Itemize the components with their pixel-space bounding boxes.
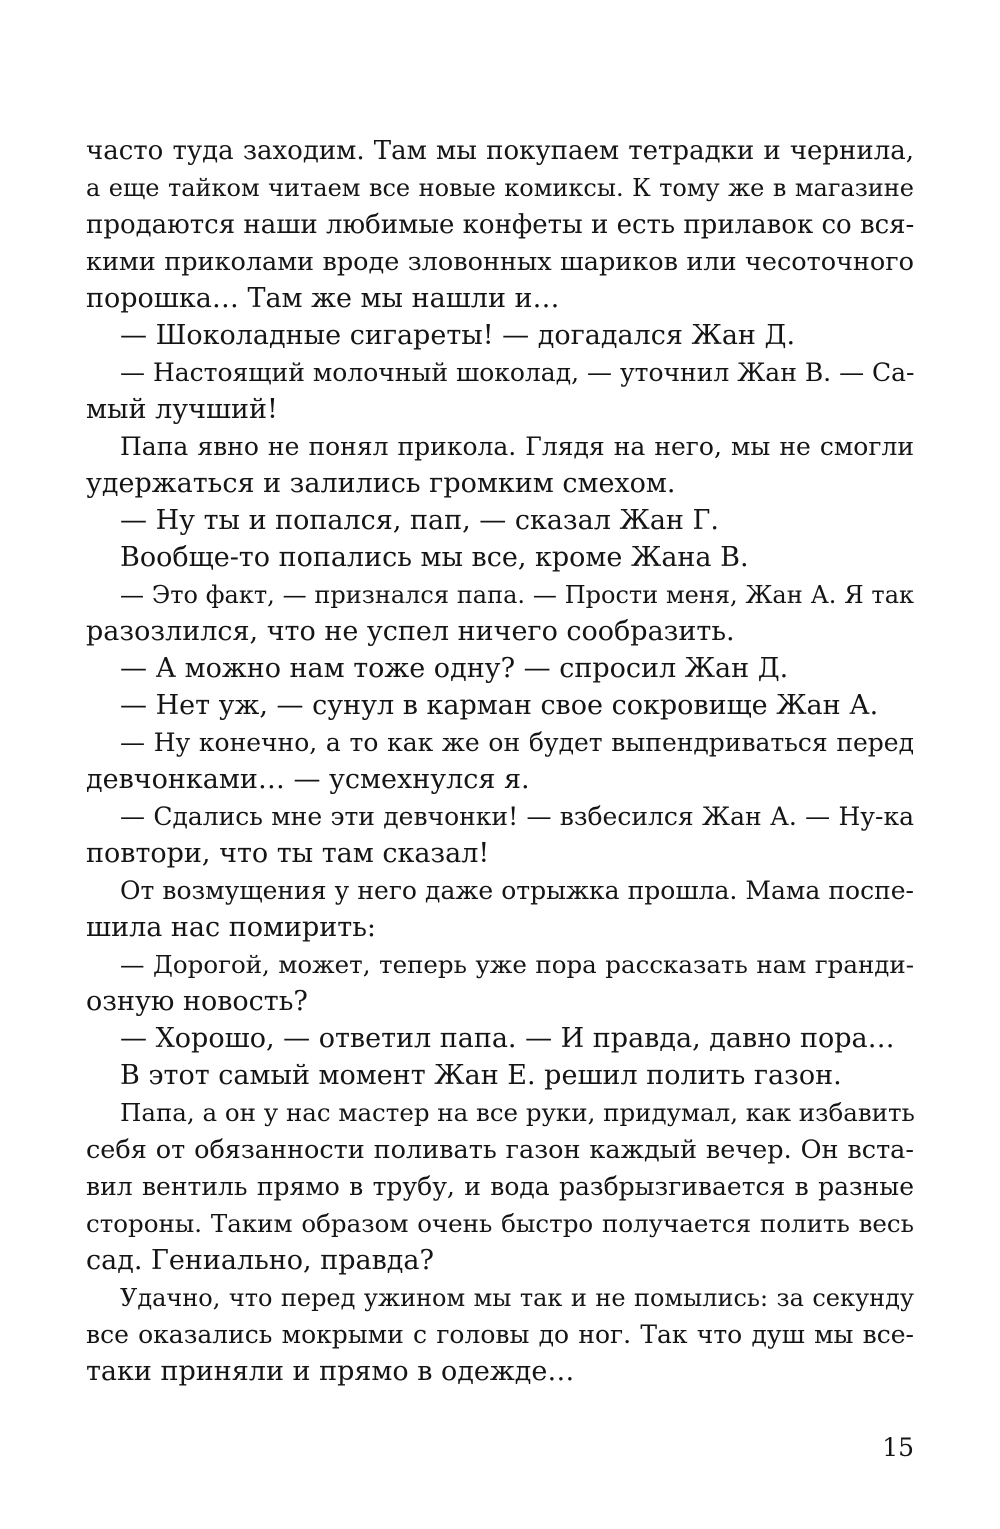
- text-line: себя от обязанности поливать газон каждый вечер. Он вста-: [86, 1135, 914, 1165]
- text-line: От возмущения у него даже отрыжка прошла. Мама поспе-: [120, 876, 914, 905]
- text-line: а еще тайком читаем все новые комиксы. К тому же в магазине: [86, 174, 914, 202]
- page-number: 15: [882, 1433, 914, 1462]
- text-line: — Это факт, — признался папа. — Прости меня, Жан А. Я так: [120, 581, 914, 609]
- text-line: кими приколами вроде зловонных шариков или чесоточного: [86, 247, 914, 277]
- text-line: порошка… Там же мы нашли и…: [86, 283, 560, 314]
- text-line: — Дорогой, может, теперь уже пора рассказать нам гранди-: [120, 950, 914, 979]
- text-line: девчонками… — усмехнулся я.: [86, 764, 530, 795]
- text-line: повтори, что ты там сказал!: [86, 838, 490, 869]
- page-body: [86, 134, 914, 1454]
- text-line: Удачно, что перед ужином мы так и не помылись: за секунду: [120, 1284, 914, 1312]
- text-line: все оказались мокрыми с головы до ног. Так что душ мы все-: [86, 1320, 914, 1349]
- text-line: удержаться и залились громким смехом.: [86, 468, 676, 499]
- text-line: — Настоящий молочный шоколад, — уточнил Жан В. — Са-: [120, 358, 915, 387]
- text-line: — Шоколадные сигареты! — догадался Жан Д.: [120, 320, 796, 351]
- text-line: В этот самый момент Жан Е. решил полить газон.: [120, 1060, 842, 1091]
- text-line: озную новость?: [86, 986, 308, 1017]
- text-line: мый лучший!: [86, 394, 278, 425]
- text-line: вил вентиль прямо в трубу, и вода разбрызгивается в разные: [86, 1172, 914, 1201]
- text-line: — Нет уж, — сунул в карман свое сокровище Жан А.: [120, 690, 879, 721]
- text-line: сад. Гениально, правда?: [86, 1245, 434, 1276]
- text-line: стороны. Таким образом очень быстро получается полить весь: [86, 1209, 914, 1238]
- text-line: часто туда заходим. Там мы покупаем тетрадки и чернила,: [86, 136, 914, 166]
- text-line: таки приняли и прямо в одежде…: [86, 1356, 575, 1387]
- text-line: разозлился, что не успел ничего сообразить.: [86, 616, 735, 647]
- text-line: — Ну конечно, а то как же он будет выпендриваться перед: [120, 728, 914, 757]
- text-line: Папа явно не понял прикола. Глядя на него, мы не смогли: [120, 432, 914, 461]
- text-line: Вообще-то попались мы все, кроме Жана В.: [120, 542, 749, 573]
- text-line: шила нас помирить:: [86, 912, 376, 943]
- text-line: — А можно нам тоже одну? — спросил Жан Д.: [120, 653, 789, 684]
- text-line: — Хорошо, — ответил папа. — И правда, давно пора…: [120, 1023, 895, 1054]
- text-line: — Ну ты и попался, пап, — сказал Жан Г.: [120, 505, 719, 536]
- text-line: Папа, а он у нас мастер на все руки, придумал, как избавить: [120, 1098, 915, 1127]
- text-line: — Сдались мне эти девчонки! — взбесился Жан А. — Ну-ка: [120, 802, 914, 831]
- text-line: продаются наши любимые конфеты и есть прилавок со вся-: [86, 210, 915, 240]
